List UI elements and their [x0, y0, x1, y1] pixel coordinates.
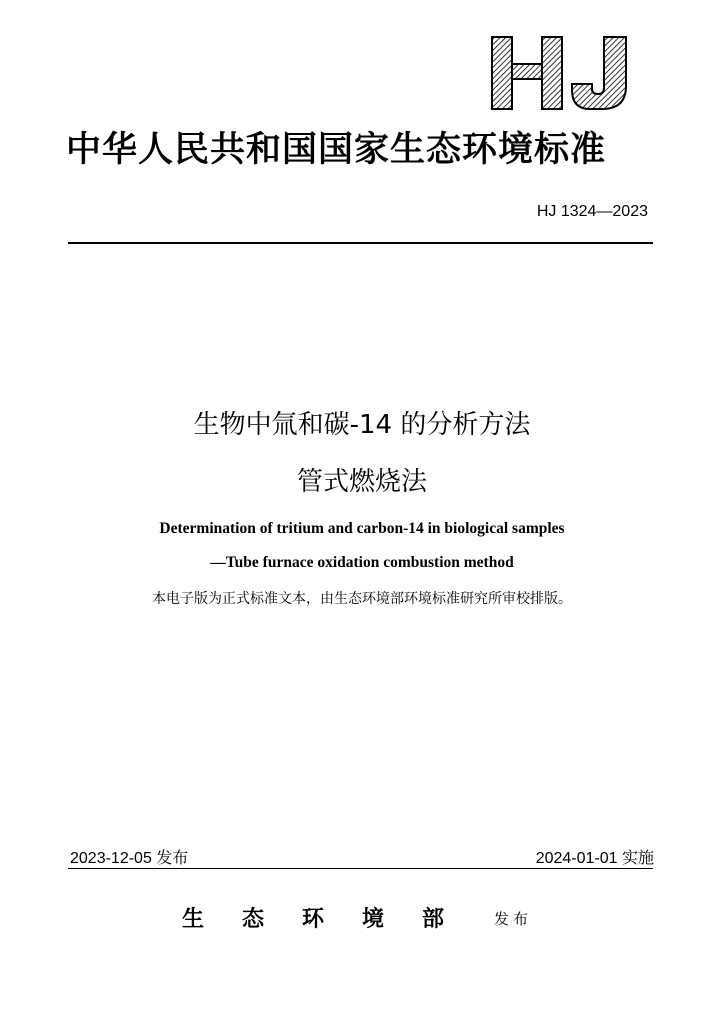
issue-date: 2023-12-05 发布	[70, 850, 189, 867]
document-subtitle-cn: 管式燃烧法	[296, 467, 427, 497]
document-title-en: Determination of tritium and carbon-14 in biological samples	[159, 520, 565, 537]
document-title-cn: 生物中氚和碳-14 的分析方法	[193, 410, 531, 440]
implementation-date: 2024-01-01 实施	[535, 850, 654, 867]
national-standard-title: 中华人民共和国国家生态环境标准	[66, 129, 607, 170]
issuing-authority: 生态环境部	[182, 906, 483, 932]
document-subtitle-en: —Tube furnace oxidation combustion method	[210, 554, 514, 571]
issuing-label: 发布	[494, 910, 533, 928]
standard-number: HJ 1324—2023	[536, 203, 648, 220]
edition-note: 本电子版为正式标准文本，由生态环境部环境标准研究所审校排版。	[152, 591, 572, 607]
top-divider	[68, 242, 653, 244]
bottom-divider	[68, 868, 653, 869]
hj-logo	[486, 34, 636, 112]
